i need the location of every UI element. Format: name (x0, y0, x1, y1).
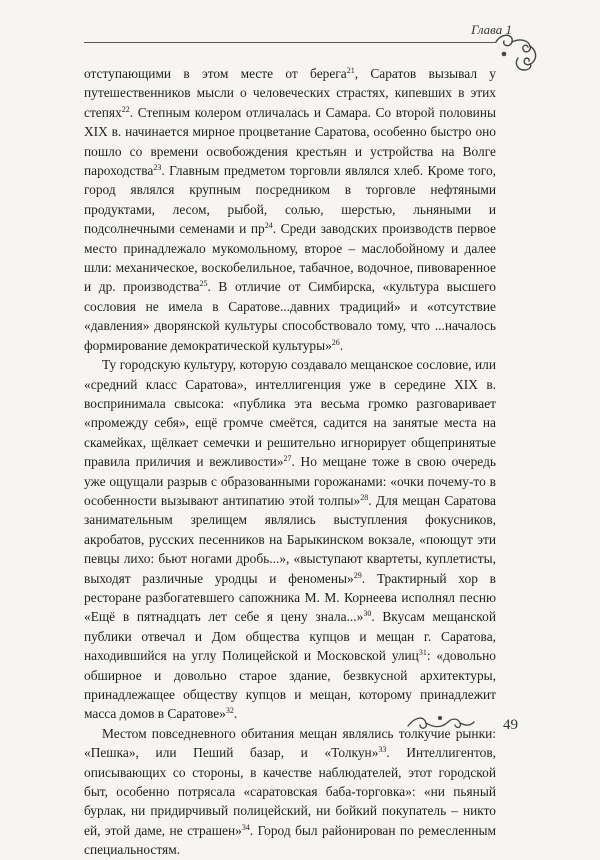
text-run: . Степным колером отличалась и Самара. Со второй половины XIX в. начинается мирное процветание Саратова, особенно быстро оно пошло со времени освобождения крестьян и устройства на Волге пароходства (84, 104, 496, 179)
text-run: Ту городскую культуру, которую создавало мещанское сословие, или «средний класс Саратова», интеллигенция уже в середине XIX в. воспринимала свысока: «публика эта весьма громко разговаривает «промежду себя», ещё громче смеётся, садится на занятые места на скамейках, щёлкает семечки и решительно игнорирует общепринятые правила приличия и вежливости» (84, 357, 496, 470)
paragraph-2 (84, 355, 496, 724)
footnote-ref: 22 (121, 104, 130, 114)
text-run: . Город был районирован по ремесленным специальностям. (84, 822, 496, 858)
footnote-ref: 33 (378, 745, 387, 755)
paragraph-1 (84, 64, 496, 355)
page-number: 49 (503, 717, 518, 733)
footer-flourish-icon (406, 712, 476, 734)
text-run: . (233, 706, 238, 722)
flourish-ornament-icon (492, 30, 542, 74)
footnote-ref: 26 (331, 337, 340, 347)
footnote-ref: 23 (153, 163, 162, 173)
text-run: . Для мещан Саратова занимательным зрелищем являлись выступления фокусников, акробатов, русских песенников на Барыкинском вокзале, «поющут эти певцы лихо: бьют ногами дробь...», «выступают квартеты, куплетисты, выходят различные уродцы и феномены» (84, 492, 496, 586)
footnote-ref: 32 (225, 706, 234, 716)
footnote-ref: 30 (363, 609, 372, 619)
text-run: , Саратов вызывал у путешественников мысли о человеческих страстях, кипевших в этих степях (84, 66, 496, 120)
paragraph-3 (84, 724, 496, 860)
running-head: Глава 1 (471, 22, 512, 37)
text-run: . (339, 337, 344, 353)
footnote-ref: 29 (353, 570, 362, 580)
footnote-ref: 24 (264, 221, 273, 231)
text-run: . Интеллигентов, описывающих со стороны, в качестве наблюдателей, этот городской быт, особенно потрясала «саратовская баба-торговка»: «ни пьяный бурлак, ни придирчивый полицейский, ни бойкий покупатель – никто ей, этой даме, не страшен» (84, 745, 496, 838)
text-run: : «довольно обширное и довольно старое здание, безвкусной архитектуры, принадлежащее обществу купцов и мещан, которому принадлежит масса домов в Саратове» (84, 648, 497, 722)
footnote-ref: 25 (199, 279, 208, 289)
footnote-ref: 21 (346, 66, 355, 75)
text-run: . Главным предметом торговли являлся хлеб. Кроме того, город являлся крупным посредником в торговле нефтяными продуктами, лесом, рыбой, солью, шерстью, льняными и подсолнечными семенами и пр (84, 163, 496, 237)
text-run: . Вкусам мещанской публики отвечал и Дом общества купцов и мещан г. Саратова, находившийся на углу Полицейской и Московской улиц (84, 609, 496, 664)
body-text (84, 64, 496, 860)
text-run: . В отличие от Симбирска, «культура высшего сословия не имела в Саратове...давних традиций» и «отсутствие «давления» дворянской культуры способствовало тому, что ...началось формирование демократической культуры» (84, 279, 496, 353)
footnote-ref: 27 (283, 454, 292, 464)
text-run: отступающими в этом месте от берега (84, 66, 347, 81)
text-run: . Среди заводских производств первое место принадлежало мукомольному, второе – маслобойному и далее шли: механическое, воскобелильное, табачное, водочное, пивоваренное и др. производства (84, 221, 496, 295)
text-run: Местом повседневного обитания мещан являлись толкучие рынки: «Пешка», или Пеший базар, и «Толкун» (84, 725, 496, 761)
header-rule (84, 42, 496, 43)
footnote-ref: 31 (418, 648, 427, 658)
footnote-ref: 28 (360, 492, 369, 502)
text-run: . Трактирный хор в ресторане разбогатевшего сапожника М. М. Корнеева исполнял песню «Ещё в пятнадцать лет себе я цену знала...» (84, 570, 497, 625)
footnote-ref: 34 (241, 822, 250, 832)
text-run: . Но мещане тоже в свою очередь уже ощущали разрыв с образованными горожанами: «очки почему-то в особенности вызывают антипатию этой толпы» (84, 454, 496, 508)
